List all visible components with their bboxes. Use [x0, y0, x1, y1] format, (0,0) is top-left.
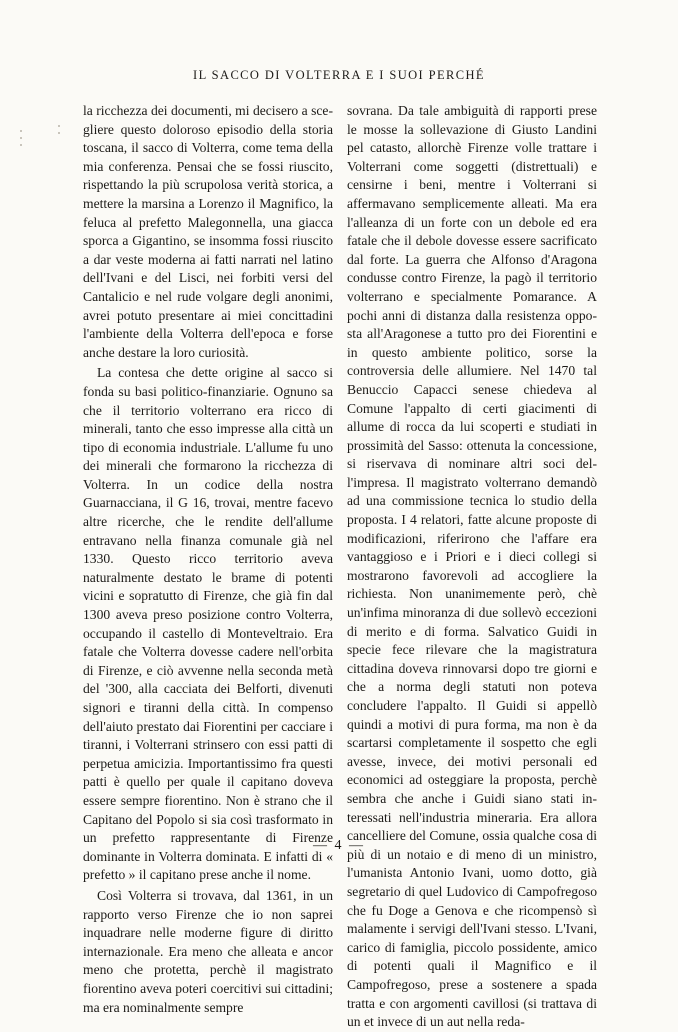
paragraph: La contesa che dette origine al sacco si fonda su basi politico-finanziarie. Ognuno sa che il territorio volterrano era ricco di minerali, tanto che esso impresse alla città un tipo di economia industriale. L'allume fu uno dei minerali che formarono la ricchezza di Volterra. In un codice della nostra Guarnacciana, il G 16, trovai, mentre facevo altre ricerche, che le rendite dell'allume entravano nella finanza comunale già nel 1330. Questo ricco territorio aveva naturalmente destato le brame di potenti vicini e sopratutto di Firenze, che già fin dal 1300 aveva preso posizione contro Volterra, occupando il castello di Monteveltraio. Era fatale che Volterra dovesse cadere nell'orbita di Firenze, e ciò avvenne nella seconda metà del '300, alla cacciata dei Belforti, divenuti signori e tiranni della città. In compenso dell'aiuto prestato dai Fiorentini per cacciare i tiranni, i Volterrani strinsero con essi patti di perpetua amicizia. Importantissimo fra questi patti è quello per quale il capitano doveva essere sempre fiorentino. Non è strano che il Capitano del Popolo si sia così trasformato in un prefetto rappresentante di Firenze dominante in Volterra dominata. E infatti di « prefetto » il capitano prese anche il nome.	[83, 365, 333, 883]
scan-speck	[20, 130, 22, 132]
running-header: IL SACCO DI VOLTERRA E I SUOI PERCHÉ	[193, 68, 485, 82]
page-number: — 4 —	[313, 838, 365, 853]
left-text-column	[83, 102, 333, 1017]
paragraph: sovrana. Da tale ambiguità di rapporti prese le mosse la sollevazione di Giusto Landini pel catasto, allorchè Firenze volle trattare i Volterrani come soggetti (distrettuali) e censirne i beni, mentre i Volterrani si affermavano semplicemente alleati. Ma era l'alleanza di un forte con un debole ed era fatale che il debole dovesse essere sacrificato dal forte. La guerra che Alfonso d'Aragona condusse contro Firenze, la pagò il territorio volterrano e specialmente Pomarance. A pochi anni di distanza dalla resistenza opposta all'Aragonese a tutto pro dei Fiorentini e in questo ambiente politico, sorse la controversia delle allumiere. Nel 1470 tal Benuccio Capacci senese chiedeva al Comune l'appalto di certi giacimenti di allume di rocca da lui scoperti e studiati in prossimità del Sasso: ottenuta la concessione, si riservava di nominare altri soci dell'impresa. Il magistrato volterrano demandò ad una commissione tecnica lo studio della proposta. I 4 relatori, fatte alcune proposte di modificazioni, riferirono che l'affare era vantaggioso e i Priori e i dieci collegi si mostrarono favorevoli ad accogliere la richiesta. Non unanimemente però, chè un'infima minoranza di due sollevò eccezioni di merito e di forma. Salvatico Guidi in specie fece rilevare che la magistratura cittadina doveva rinnovarsi dopo tre giorni e che a norma degli statuti non poteva concludere l'appalto. Il Guidi si appellò quindi a motivi di pura forma, ma non è da scartarsi completamente il sospetto che egli avesse, invece, dei motivi personali ed economici ad osteggiare la proposta, perchè sembra che anche i Guidi siano stati interessati nell'industria mineraria. Era allora cancelliere del Comune, ossia qualche cosa di più di un notaio e di meno di un ministro, l'umanista Antonio Ivani, uomo dotto, già segretario di quel Ludovico di Campofregoso che fu Doge a Genova e che ricompensò sì malamente i servigi dell'Ivani stesso. L'Ivani, carico di famiglia, piccolo possidente, amico di potenti quali il Magnifico e il Campofregoso, prese a sostenere a spada tratta e con argomenti cavillosi (si trattava di un et invece di un aut nella reda-	[347, 103, 597, 1030]
scan-speck	[58, 132, 60, 134]
right-text-column	[347, 102, 597, 1032]
scan-speck	[20, 144, 22, 146]
paragraph: Così Volterra si trovava, dal 1361, in un rapporto verso Firenze che io non saprei inquadrare nelle moderne figure di diritto internazionale. Era meno che alleata e ancor meno che protetta, perchè il magistrato fiorentino aveva poteri coercitivi sui cittadini; ma era nominalmente sempre	[83, 887, 333, 1015]
paragraph: la ricchezza dei documenti, mi decisero a scegliere questo doloroso episodio della storia toscana, il sacco di Volterra, come tema della mia conferenza. Pensai che se fossi riuscito, rispettando la più scrupolosa verità storica, a mettere la marsina a Lorenzo il Magnifico, la feluca al prefetto Malegonnella, una giacca sporca a Gigantino, se insomma fossi riuscito a dar veste moderna ai fatti narrati nel latino dell'Ivani e del Lisci, nei forbiti versi del Cantalicio e nel rude volgare degli anonimi, avrei potuto presentare ai miei concittadini l'ambiente della Volterra dell'epoca e forse anche destare la loro curiosità.	[83, 103, 333, 360]
scan-speck	[20, 137, 22, 139]
scan-speck	[58, 125, 60, 127]
